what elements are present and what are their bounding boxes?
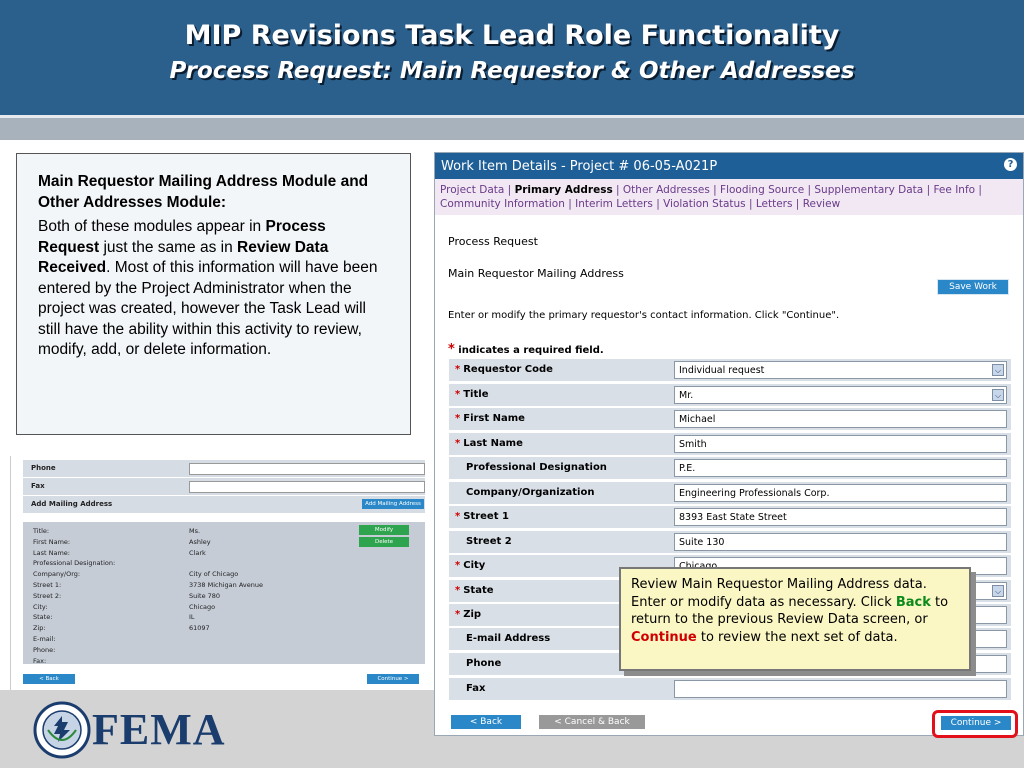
nav-link-other-addresses[interactable]: Other Addresses bbox=[622, 184, 710, 196]
professional-designation-input[interactable] bbox=[674, 459, 1007, 477]
other-addresses-thumbnail bbox=[10, 456, 426, 690]
instruction-callout bbox=[619, 567, 971, 671]
street-2-value: Suite 130 bbox=[679, 537, 725, 548]
nav-link-community-information[interactable]: Community Information bbox=[440, 198, 565, 210]
field-row-last-name bbox=[449, 433, 1011, 455]
thumb-add-mailing-button[interactable]: Add Mailing Address bbox=[362, 499, 424, 509]
field-label-title bbox=[455, 389, 488, 400]
field-label-text: State bbox=[463, 585, 494, 596]
thumb-continue-button[interactable]: Continue > bbox=[367, 674, 419, 684]
field-row-requestor-code bbox=[449, 359, 1011, 381]
instructions-text: Enter or modify the primary requestor's contact information. Click "Continue". bbox=[448, 310, 840, 321]
fax-input[interactable] bbox=[674, 680, 1007, 698]
field-label-first-name bbox=[455, 413, 525, 424]
field-label-street-1 bbox=[455, 511, 509, 522]
thumb-detail-value bbox=[189, 558, 263, 569]
thumb-detail-value: Ms. bbox=[189, 527, 201, 535]
nav-link-project-data[interactable]: Project Data bbox=[440, 184, 505, 196]
title-value: Mr. bbox=[679, 390, 694, 401]
thumb-detail-values bbox=[189, 526, 263, 666]
street-2-input[interactable] bbox=[674, 533, 1007, 551]
required-marker: * bbox=[455, 389, 461, 400]
header-band bbox=[0, 118, 1024, 140]
field-label-city bbox=[455, 560, 485, 571]
thumb-phone-input[interactable] bbox=[189, 463, 425, 475]
last-name-value: Smith bbox=[679, 439, 707, 450]
professional-designation-value: P.E. bbox=[679, 463, 696, 474]
required-marker: * bbox=[455, 585, 461, 596]
info-bold-1: Process Request bbox=[38, 218, 326, 256]
thumb-detail-value: IL bbox=[189, 613, 195, 622]
thumb-detail-value bbox=[189, 645, 263, 656]
back-button[interactable]: < Back bbox=[451, 715, 521, 729]
info-box bbox=[16, 153, 411, 435]
panel-title-bar bbox=[435, 153, 1023, 179]
thumb-detail-label: Street 1: bbox=[33, 580, 62, 589]
nav-link-violation-status[interactable]: Violation Status bbox=[663, 198, 746, 210]
company-organization-value: Engineering Professionals Corp. bbox=[679, 488, 830, 499]
field-label-text: Company/Organization bbox=[466, 487, 595, 498]
continue-button[interactable]: Continue > bbox=[941, 716, 1011, 730]
nav-separator: | bbox=[612, 184, 623, 196]
field-row-street-2 bbox=[449, 531, 1011, 553]
thumb-detail-label: Professional Designation: bbox=[33, 559, 116, 568]
field-label-text: Professional Designation bbox=[466, 462, 607, 473]
street-1-value: 8393 East State Street bbox=[679, 512, 787, 523]
thumb-detail-value: Clark bbox=[189, 548, 206, 557]
nav-separator: | bbox=[709, 184, 721, 196]
field-label-text: Fax bbox=[466, 683, 486, 694]
nav-link-fee-info[interactable]: Fee Info bbox=[933, 184, 976, 196]
required-marker: * bbox=[455, 364, 461, 375]
nav-separator: | bbox=[923, 184, 934, 196]
company-organization-input[interactable] bbox=[674, 484, 1007, 502]
thumb-detail-label: Fax: bbox=[33, 656, 47, 665]
field-label-street-2 bbox=[466, 536, 512, 547]
chevron-down-icon[interactable]: ⌵ bbox=[992, 585, 1004, 597]
info-text-3: . Most of this information will have been entered by the Project Administrator when the project was created, however the Task Lead will still have the ability within this activity to review, modify, add, or delete information. bbox=[38, 259, 378, 358]
chevron-down-icon[interactable]: ⌵ bbox=[992, 389, 1004, 401]
field-label-zip bbox=[455, 609, 481, 620]
info-bold-2: Review Data Received bbox=[38, 238, 329, 276]
slide-subtitle: Process Request: Main Requestor & Other Addresses bbox=[169, 58, 855, 84]
nav-separator: | bbox=[564, 198, 576, 210]
callout-text-1: Review Main Requestor Mailing Address data. Enter or modify data as necessary. Click bbox=[631, 577, 927, 610]
field-label-company-organization bbox=[466, 487, 594, 498]
field-label-text: Phone bbox=[466, 658, 502, 669]
nav-separator: | bbox=[804, 184, 815, 196]
thumb-detail-value bbox=[189, 634, 263, 645]
callout-continue-word: Continue bbox=[631, 629, 697, 645]
section-nav bbox=[435, 179, 1023, 215]
required-marker: * bbox=[455, 560, 461, 571]
slide-title: MIP Revisions Task Lead Role Functionality bbox=[184, 20, 840, 51]
thumb-detail-value: 61097 bbox=[189, 624, 210, 633]
thumb-modify-button[interactable]: Modify bbox=[359, 525, 409, 535]
process-request-heading: Process Request bbox=[448, 235, 538, 248]
field-label-professional-designation bbox=[466, 462, 607, 473]
callout-text-3: to review the next set of data. bbox=[696, 629, 898, 645]
required-marker: * bbox=[455, 511, 461, 522]
thumb-detail-label: State: bbox=[33, 613, 53, 622]
field-label-text: Last Name bbox=[463, 438, 523, 449]
field-label-text: Street 2 bbox=[466, 536, 512, 547]
nav-link-review[interactable]: Review bbox=[802, 198, 841, 210]
thumb-add-mailing-row bbox=[23, 496, 425, 513]
field-row-professional-designation bbox=[449, 457, 1011, 479]
requestor-code-select[interactable] bbox=[674, 361, 1007, 379]
field-row-title bbox=[449, 384, 1011, 406]
thumb-phone-row bbox=[23, 460, 425, 477]
field-row-street-1 bbox=[449, 506, 1011, 528]
nav-separator: | bbox=[504, 184, 515, 196]
thumb-detail-label: Phone: bbox=[33, 645, 56, 654]
required-star: * bbox=[448, 342, 455, 357]
required-note bbox=[448, 342, 604, 357]
nav-link-supplementary-data[interactable]: Supplementary Data bbox=[814, 184, 924, 196]
nav-link-letters[interactable]: Letters bbox=[755, 198, 793, 210]
field-label-fax bbox=[466, 683, 485, 694]
thumb-phone-label: Phone bbox=[31, 464, 56, 472]
thumb-fax-row bbox=[23, 478, 425, 495]
required-marker: * bbox=[455, 438, 461, 449]
field-row-company-organization bbox=[449, 482, 1011, 504]
field-label-last-name bbox=[455, 438, 523, 449]
thumb-detail-value: City of Chicago bbox=[189, 570, 239, 579]
required-note-text: indicates a required field. bbox=[454, 345, 604, 356]
thumb-detail-label: Street 2: bbox=[33, 591, 62, 600]
last-name-input[interactable] bbox=[674, 435, 1007, 453]
thumb-add-mailing-label: Add Mailing Address bbox=[31, 500, 113, 508]
field-row-first-name bbox=[449, 408, 1011, 430]
required-marker: * bbox=[455, 413, 461, 424]
field-label-text: Requestor Code bbox=[463, 364, 553, 375]
help-icon[interactable]: ? bbox=[1004, 158, 1017, 171]
field-label-e-mail-address bbox=[466, 633, 550, 644]
field-label-text: E-mail Address bbox=[466, 633, 551, 644]
field-label-text: City bbox=[463, 560, 486, 571]
thumb-detail-label: Last Name: bbox=[33, 548, 70, 557]
mailing-address-heading: Main Requestor Mailing Address bbox=[448, 267, 624, 280]
thumb-back-button[interactable]: < Back bbox=[23, 674, 75, 684]
nav-separator: | bbox=[745, 198, 756, 210]
nav-link-interim-letters[interactable]: Interim Letters bbox=[575, 198, 653, 210]
thumb-address-details bbox=[23, 522, 425, 664]
thumb-fax-label: Fax bbox=[31, 482, 45, 490]
thumb-detail-value: Chicago bbox=[189, 602, 216, 611]
title-select[interactable] bbox=[674, 386, 1007, 404]
field-label-text: Title bbox=[463, 389, 489, 400]
requestor-code-value: Individual request bbox=[679, 365, 765, 376]
nav-separator: | bbox=[975, 184, 982, 196]
callout-text-2: to return to the previous Review Data screen, or bbox=[631, 594, 949, 627]
street-1-input[interactable] bbox=[674, 508, 1007, 526]
field-label-state bbox=[455, 585, 494, 596]
panel-title: Work Item Details - Project # 06-05-A021P bbox=[441, 159, 718, 174]
thumb-detail-labels bbox=[23, 526, 115, 666]
cancel-back-button[interactable]: < Cancel & Back bbox=[539, 715, 645, 729]
thumb-detail-value bbox=[189, 656, 263, 667]
first-name-value: Michael bbox=[679, 414, 716, 425]
thumb-detail-value: Ashley bbox=[189, 537, 211, 546]
info-text-2: just the same as in bbox=[99, 238, 237, 256]
thumb-detail-label: City: bbox=[33, 602, 48, 611]
nav-link-flooding-source[interactable]: Flooding Source bbox=[720, 184, 805, 196]
field-label-text: First Name bbox=[463, 413, 525, 424]
thumb-detail-value: 3738 Michigan Avenue bbox=[189, 580, 263, 589]
field-label-text: Street 1 bbox=[463, 511, 509, 522]
thumb-detail-label: Zip: bbox=[33, 624, 46, 633]
thumb-delete-button[interactable]: Delete bbox=[359, 537, 409, 547]
fema-logo-text: FEMA bbox=[92, 705, 226, 754]
info-box-heading: Main Requestor Mailing Address Module and Other Addresses Module: bbox=[38, 173, 369, 211]
thumb-fax-input[interactable] bbox=[189, 481, 425, 493]
slide-header bbox=[0, 0, 1024, 115]
first-name-input[interactable] bbox=[674, 410, 1007, 428]
nav-separator: | bbox=[652, 198, 664, 210]
thumb-detail-label: Title: bbox=[33, 527, 50, 535]
continue-highlight-ring bbox=[932, 710, 1018, 738]
callout-back-word: Back bbox=[895, 594, 931, 610]
thumb-detail-label: E-mail: bbox=[33, 634, 56, 643]
chevron-down-icon[interactable]: ⌵ bbox=[992, 364, 1004, 376]
field-row-fax bbox=[449, 678, 1011, 700]
nav-separator: | bbox=[792, 198, 803, 210]
info-text-1: Both of these modules appear in bbox=[38, 218, 266, 235]
info-box-body bbox=[38, 217, 390, 361]
thumb-detail-label: Company/Org: bbox=[33, 570, 81, 579]
thumb-detail-value: Suite 780 bbox=[189, 591, 221, 600]
field-label-phone bbox=[466, 658, 501, 669]
nav-link-primary-address[interactable]: Primary Address bbox=[514, 184, 613, 196]
field-label-text: Zip bbox=[463, 609, 482, 620]
save-work-button[interactable]: Save Work bbox=[937, 279, 1009, 295]
thumb-detail-label: First Name: bbox=[33, 537, 71, 546]
field-label-requestor-code bbox=[455, 364, 553, 375]
required-marker: * bbox=[455, 609, 461, 620]
